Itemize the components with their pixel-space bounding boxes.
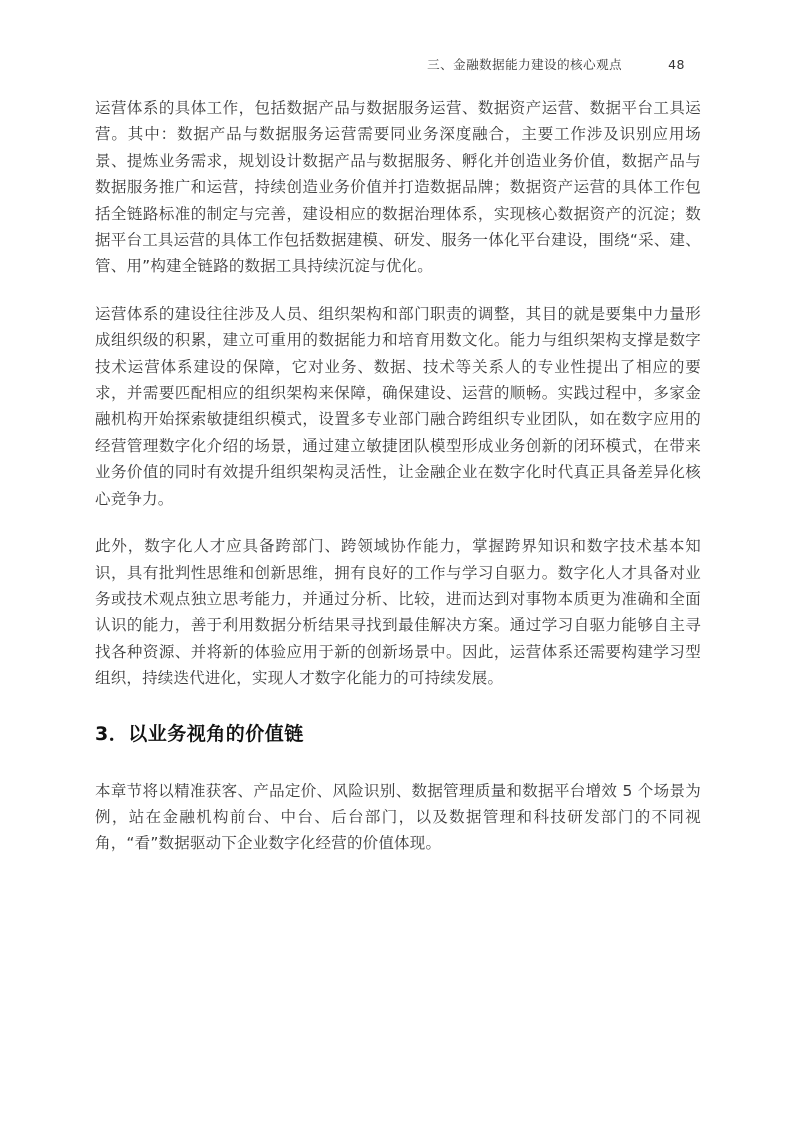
paragraph-operations-work: 运营体系的具体工作，包括数据产品与数据服务运营、数据资产运营、数据平台工具运营。其中：数据产品与数据服务运营需要同业务深度融合，主要工作涉及识别应用场景、提炼业务需求，规划设计数据产品与数据服务、孵化并创造业务价值，数据产品与数据服务推广和运营，持续创造业务价值并打造数据品牌；数据资产运营的具体工作包括全链路标准的制定与完善，建设相应的数据治理体系，实现核心数据资产的沉淀；数据平台工具运营的具体工作包括数据建模、研发、服务一体化平台建设，围绕“采、建、管、用”构建全链路的数据工具持续沉淀与优化。 <box>95 99 701 276</box>
header-page-number: 48 <box>668 57 685 72</box>
paragraph-org-structure: 运营体系的建设往往涉及人员、组织架构和部门职责的调整，其目的就是要集中力量形成组织级的积累，建立可重用的数据能力和培育用数文化。能力与组织架构支撑是数字技术运营体系建设的保障，它对业务、数据、技术等关系人的专业性提出了相应的要求，并需要匹配相应的组织架构来保障，确保建设、运营的顺畅。实践过程中，多家金融机构开始探索敏捷组织模式，设置多专业部门融合跨组织专业团队，如在数字应用的经营管理数字化介绍的场景，通过建立敏捷团队模型形成业务创新的闭环模式，在带来业务价值的同时有效提升组织架构灵活性，让金融企业在数字化时代真正具备差异化核心竞争力。 <box>95 304 701 508</box>
section-heading-value-chain: 3．以业务视角的价值链 <box>95 722 304 745</box>
header-section-title: 三、金融数据能力建设的核心观点 <box>427 57 623 72</box>
paragraph-digital-talent: 此外，数字化人才应具备跨部门、跨领域协作能力，掌握跨界知识和数字技术基本知识，具有批判性思维和创新思维，拥有良好的工作与学习自驱力。数字化人才具备对业务或技术观点独立思考能力，并通过分析、比较，进而达到对事物本质更为准确和全面认识的能力，善于利用数据分析结果寻找到最佳解决方案。通过学习自驱力能够自主寻找各种资源、并将新的体验应用于新的创新场景中。因此，运营体系还需要构建学习型组织，持续迭代进化，实现人才数字化能力的可持续发展。 <box>95 537 701 688</box>
page-header <box>95 57 685 73</box>
paragraph-chapter-intro: 本章节将以精准获客、产品定价、风险识别、数据管理质量和数据平台增效 5 个场景为例，站在金融机构前台、中台、后台部门，以及数据管理和科技研发部门的不同视角，“看”数据驱动下企业数字化经营的价值体现。 <box>95 781 701 853</box>
page-content <box>95 95 701 878</box>
